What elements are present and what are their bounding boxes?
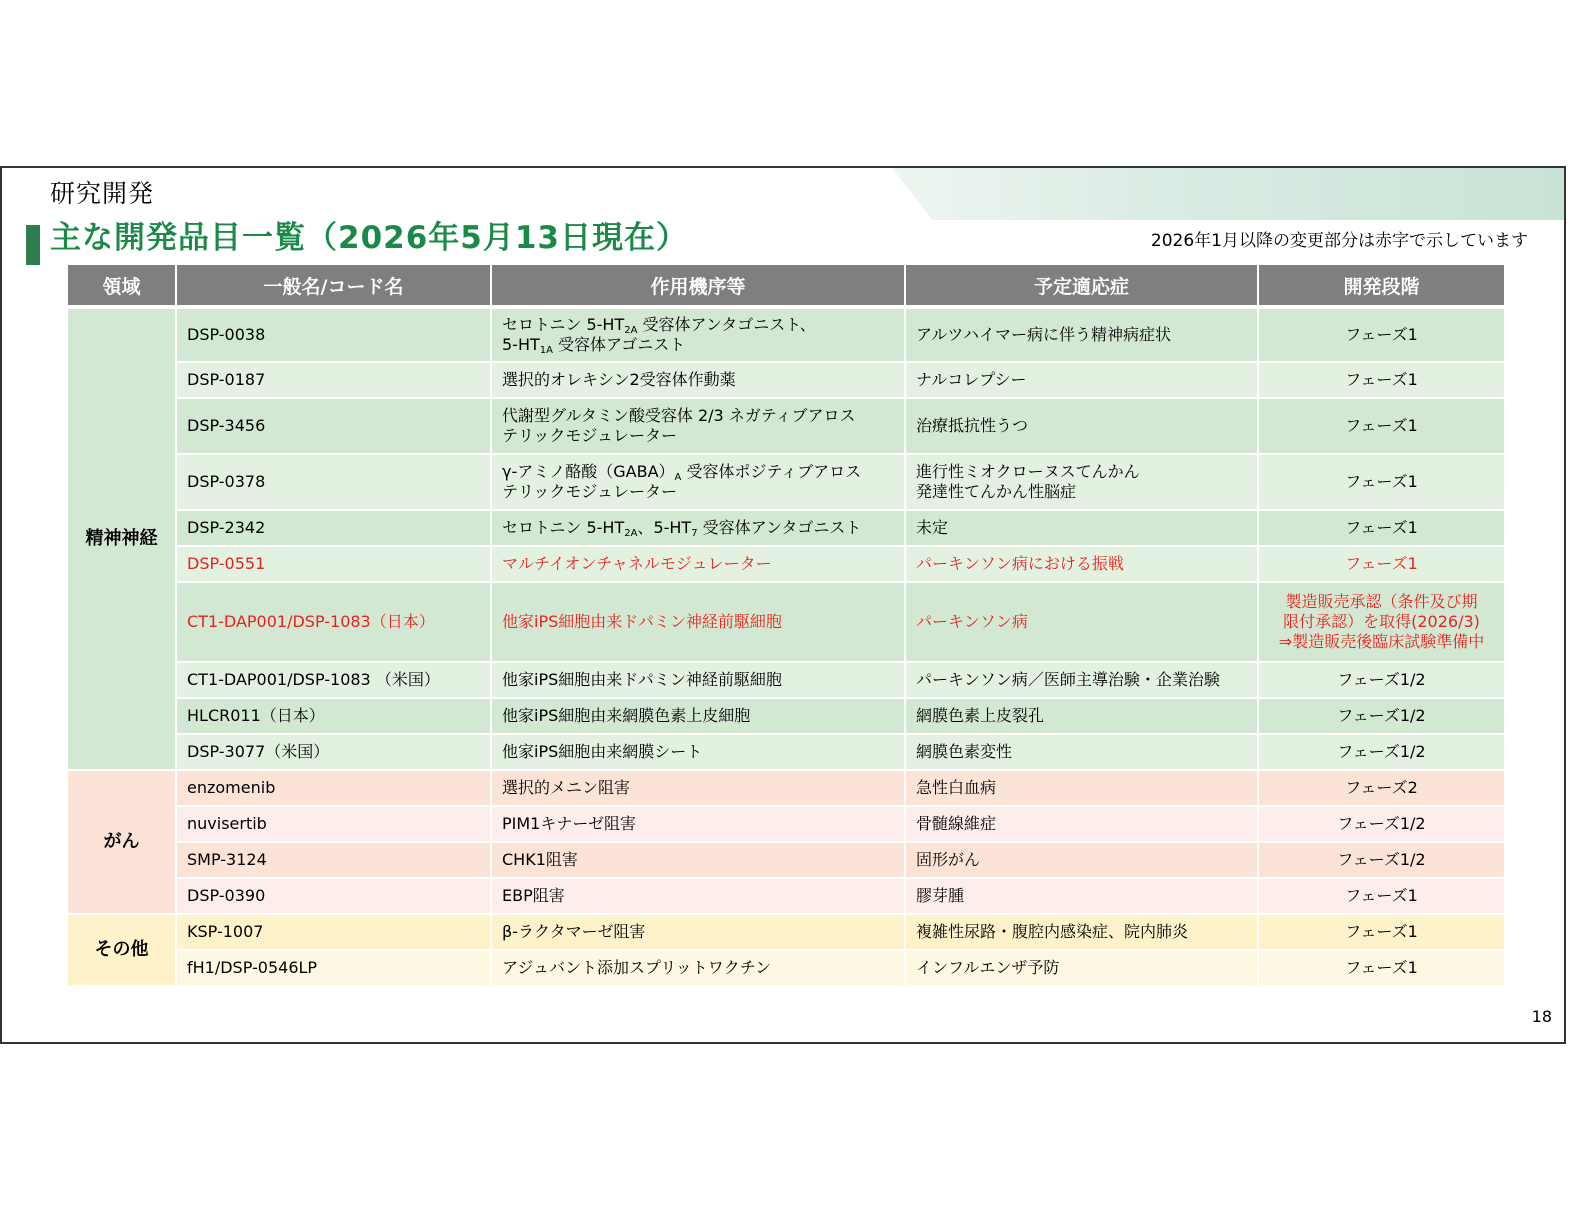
stage-cell: フェーズ1 <box>1259 547 1504 583</box>
table-row <box>68 879 1504 915</box>
code-cell: CT1-DAP001/DSP-1083 （米国） <box>177 663 492 699</box>
mechanism-cell: 他家iPS細胞由来網膜シート <box>492 735 906 771</box>
pipeline-table <box>68 265 1504 987</box>
indication-cell: 未定 <box>906 511 1259 547</box>
header-indication: 予定適応症 <box>906 265 1259 305</box>
indication-cell: 網膜色素変性 <box>906 735 1259 771</box>
code-cell: DSP-0378 <box>177 455 492 511</box>
indication-cell: パーキンソン病／医師主導治験・企業治験 <box>906 663 1259 699</box>
indication-cell: 治療抵抗性うつ <box>906 399 1259 455</box>
table-row <box>68 455 1504 511</box>
stage-cell: フェーズ1/2 <box>1259 843 1504 879</box>
change-note: 2026年1月以降の変更部分は赤字で示しています <box>1150 231 1528 251</box>
mechanism-cell: セロトニン $5-HT_{2A}$ 受容体アンタゴニスト、 $5-HT_{1A}$ 受容体アゴニスト <box>492 309 906 363</box>
code-cell: HLCR011（日本） <box>177 699 492 735</box>
domain-cell: その他 <box>68 915 177 987</box>
mechanism-cell: 代謝型グルタミン酸受容体 2/3 ネガティブアロス テリックモジュレーター <box>492 399 906 455</box>
indication-cell: 網膜色素上皮裂孔 <box>906 699 1259 735</box>
mechanism-cell: マルチイオンチャネルモジュレーター <box>492 547 906 583</box>
table-header-row <box>68 265 1504 305</box>
code-cell: DSP-3456 <box>177 399 492 455</box>
table-row <box>68 663 1504 699</box>
table-row <box>68 771 1504 807</box>
domain-cell: 精神神経 <box>68 309 177 771</box>
title-accent-bar <box>26 225 40 265</box>
mechanism-cell: EBP阻害 <box>492 879 906 915</box>
code-cell: SMP-3124 <box>177 843 492 879</box>
indication-cell: アルツハイマー病に伴う精神病症状 <box>906 309 1259 363</box>
indication-cell: 固形がん <box>906 843 1259 879</box>
mechanism-cell: セロトニン $5-HT_{2A}$、$5-HT_7$ 受容体アンタゴニスト <box>492 511 906 547</box>
mechanism-cell: 他家iPS細胞由来ドパミン神経前駆細胞 <box>492 663 906 699</box>
stage-cell: フェーズ1 <box>1259 879 1504 915</box>
domain-cell: がん <box>68 771 177 915</box>
stage-cell: フェーズ1 <box>1259 915 1504 951</box>
indication-cell: インフルエンザ予防 <box>906 951 1259 987</box>
code-cell: CT1-DAP001/DSP-1083（日本） <box>177 583 492 663</box>
code-cell: DSP-0551 <box>177 547 492 583</box>
indication-cell: パーキンソン病における振戦 <box>906 547 1259 583</box>
table-row <box>68 511 1504 547</box>
code-cell: KSP-1007 <box>177 915 492 951</box>
indication-cell: 複雑性尿路・腹腔内感染症、院内肺炎 <box>906 915 1259 951</box>
stage-cell: フェーズ1/2 <box>1259 699 1504 735</box>
code-cell: DSP-0390 <box>177 879 492 915</box>
table-row <box>68 915 1504 951</box>
stage-cell: フェーズ1 <box>1259 455 1504 511</box>
stage-cell: フェーズ1 <box>1259 951 1504 987</box>
code-cell: DSP-0038 <box>177 309 492 363</box>
indication-cell: ナルコレプシー <box>906 363 1259 399</box>
stage-cell: フェーズ1 <box>1259 511 1504 547</box>
stage-cell: 製造販売承認（条件及び期 限付承認）を取得(2026/3) ⇒製造販売後臨床試験準備中 <box>1259 583 1504 663</box>
table-row <box>68 843 1504 879</box>
code-cell: DSP-2342 <box>177 511 492 547</box>
header-decoration <box>892 168 1566 220</box>
table-row <box>68 951 1504 987</box>
stage-cell: フェーズ1 <box>1259 399 1504 455</box>
code-cell: nuvisertib <box>177 807 492 843</box>
code-cell: DSP-3077（米国） <box>177 735 492 771</box>
table-row <box>68 807 1504 843</box>
table-row <box>68 699 1504 735</box>
mechanism-cell: 他家iPS細胞由来網膜色素上皮細胞 <box>492 699 906 735</box>
code-cell: enzomenib <box>177 771 492 807</box>
header-code: 一般名/コード名 <box>177 265 492 305</box>
section-title: 研究開発 <box>50 179 155 208</box>
code-cell: fH1/DSP-0546LP <box>177 951 492 987</box>
page-title: 主な開発品目一覧（2026年5月13日現在） <box>50 220 688 256</box>
table-row <box>68 309 1504 363</box>
slide <box>0 166 1566 1044</box>
mechanism-cell: CHK1阻害 <box>492 843 906 879</box>
indication-cell: 骨髄線維症 <box>906 807 1259 843</box>
mechanism-cell: PIM1キナーゼ阻害 <box>492 807 906 843</box>
table-row <box>68 399 1504 455</box>
header-domain: 領域 <box>68 265 177 305</box>
indication-cell: 急性白血病 <box>906 771 1259 807</box>
header-stage: 開発段階 <box>1259 265 1504 305</box>
mechanism-cell: 選択的オレキシン2受容体作動薬 <box>492 363 906 399</box>
mechanism-cell: アジュバント添加スプリットワクチン <box>492 951 906 987</box>
stage-cell: フェーズ1 <box>1259 363 1504 399</box>
stage-cell: フェーズ2 <box>1259 771 1504 807</box>
indication-cell: 膠芽腫 <box>906 879 1259 915</box>
mechanism-cell: γ-アミノ酪酸$(GABA)_A$ 受容体ポジティブアロス テリックモジュレーター <box>492 455 906 511</box>
stage-cell: フェーズ1/2 <box>1259 663 1504 699</box>
code-cell: DSP-0187 <box>177 363 492 399</box>
mechanism-cell: 選択的メニン阻害 <box>492 771 906 807</box>
table-row <box>68 735 1504 771</box>
header-mechanism: 作用機序等 <box>492 265 906 305</box>
indication-cell: パーキンソン病 <box>906 583 1259 663</box>
mechanism-cell: β-ラクタマーゼ阻害 <box>492 915 906 951</box>
table-row <box>68 583 1504 663</box>
table-row <box>68 547 1504 583</box>
stage-cell: フェーズ1/2 <box>1259 735 1504 771</box>
indication-cell: 進行性ミオクローヌスてんかん 発達性てんかん性脳症 <box>906 455 1259 511</box>
page-number: 18 <box>1531 1007 1552 1026</box>
stage-cell: フェーズ1/2 <box>1259 807 1504 843</box>
stage-cell: フェーズ1 <box>1259 309 1504 363</box>
table-row <box>68 363 1504 399</box>
table-body <box>68 309 1504 987</box>
mechanism-cell: 他家iPS細胞由来ドパミン神経前駆細胞 <box>492 583 906 663</box>
